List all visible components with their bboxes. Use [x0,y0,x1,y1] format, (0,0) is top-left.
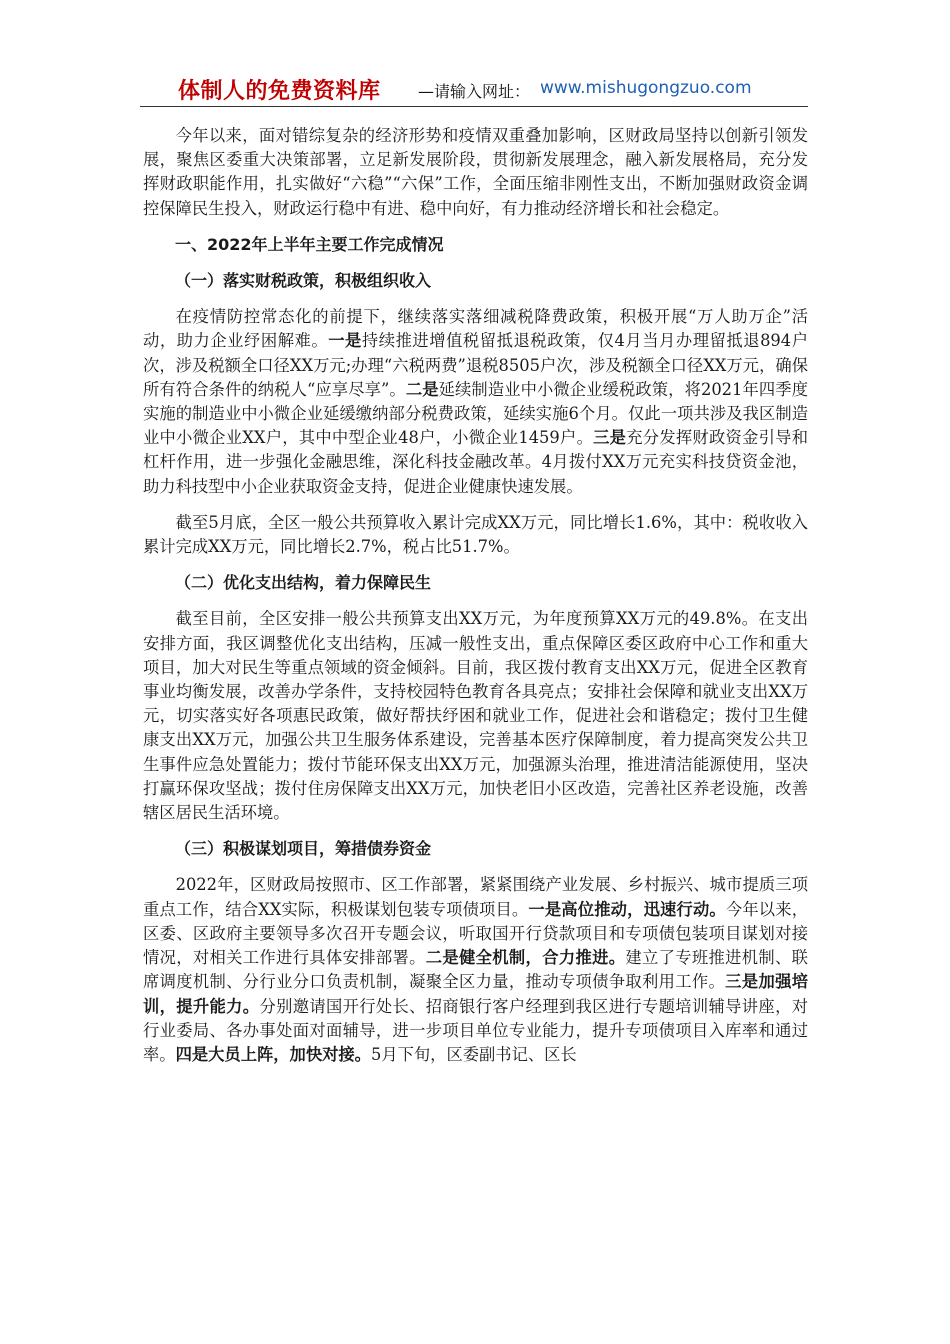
text-span: 今年以来，区委、区政府主要领导多次召开专题会议，听取国开行贷款项目和专项债包装项目谋划对接情况，对相关工作进行具体安排部署。 [143,899,808,968]
document-body [143,124,808,1067]
header-url-link[interactable]: www.mishugongzuo.com [540,78,752,98]
text-span: 2022年，区财政局按照市、区工作部署，紧紧围绕产业发展、乡村振兴、城市提质三项重点工作，结合XX实际，积极谋划包装专项债项目。 [143,875,808,919]
bold-lead: 四是大员上阵，加快对接。 [175,1044,371,1064]
paragraph-revenue: 截至5月底，全区一般公共预算收入累计完成XX万元，同比增长1.6%，其中：税收收入累计完成XX万元，同比增长2.7%，税占比51.7%。 [143,512,808,557]
text-span: 持续推进增值税留抵退税政策，仅4月当月办理留抵退894户次，涉及税额全口径XX万元;办理“六税两费”退税8505户次，涉及税额全口径XX万元，确保所有符合条件的纳税人“应享尽享”。 [143,331,808,399]
page-header [140,72,808,107]
subsection-heading-2: （二）优化支出结构，着力保障民生 [175,573,432,593]
bold-lead: 二是健全机制，合力推进。 [425,948,626,968]
paragraph-bond-projects [143,873,808,1067]
paragraph-expenditure: 截至目前，全区安排一般公共预算支出XX万元，为年度预算XX万元的49.8%。在支出安排方面，我区调整优化支出结构，压减一般性支出，重点保障区委区政府中心工作和重大项目，加大对民生等重点领域的资金倾斜。目前，我区拨付教育支出XX万元，促进全区教育事业均衡发展，改善办学条件，支持校园特色教育各具亮点；安排社会保障和就业支出XX万元，切实落实好各项惠民政策，做好帮扶纾困和就业工作，促进社会和谐稳定；拨付卫生健康支出XX万元，加强公共卫生服务体系建设，完善基本医疗保障制度，着力提高突发公共卫生事件应急处置能力；拨付节能环保支出XX万元，加强源头治理，推进清洁能源使用，坚决打赢环保攻坚战；拨付住房保障支出XX万元，加快老旧小区改造，完善社区养老设施，改善辖区居民生活环境。 [143,609,808,823]
bold-lead: 一是高位推动，迅速行动。 [528,899,726,919]
subsection-heading-3: （三）积极谋划项目，筹措债券资金 [175,839,432,859]
text-span: 在疫情防控常态化的前提下，继续落实落细减税降费政策，积极开展“万人助万企”活动，助力企业纾困解难。 [143,307,808,351]
intro-paragraph: 今年以来，面对错综复杂的经济形势和疫情双重叠加影响，区财政局坚持以创新引领发展，聚焦区委重大决策部署，立足新发展阶段，贯彻新发展理念，融入新发展格局，充分发挥财政职能作用，扎实做好“六稳”“六保”工作，全面压缩非刚性支出，不断加强财政资金调控保障民生投入，财政运行稳中有进、稳中向好，有力推动经济增长和社会稳定。 [143,126,808,218]
text-span: 分别邀请国开行处长、招商银行客户经理到我区进行专题培训辅导讲座，对行业委局、各办事处面对面辅导，进一步项目单位专业能力，提升专项债项目入库率和通过率。 [143,996,808,1064]
header-title: 体制人的免费资料库 [178,79,381,104]
bold-lead: 二是 [405,379,439,399]
text-span: 5月下旬，区委副书记、区长 [370,1044,577,1064]
bold-lead: 一是 [328,331,362,351]
bold-lead: 三是加强培训，提升能力。 [143,972,808,1016]
section-heading-1: 一、2022年上半年主要工作完成情况 [175,234,444,254]
paragraph-tax-policy [143,305,808,499]
subsection-heading-1: （一）落实财税政策，积极组织收入 [175,271,432,291]
bold-lead: 三是 [593,428,627,448]
text-span: 延续制造业中小微企业缓税政策，将2021年四季度实施的制造业中小微企业延缓缴纳部分税费政策，延续实施6个月。仅此一项共涉及我区制造业中小微企业XX户，其中中型企业48户，小微企业1459户。 [143,379,808,448]
header-prompt: —请输入网址： [418,82,531,101]
text-span: 建立了专班推进机制、联席调度机制、分行业分口负责机制，凝聚全区力量，推动专项债争取利用工作。 [143,948,808,992]
text-span: 充分发挥财政资金引导和杠杆作用，进一步强化金融思维，深化科技金融改革。4月拨付XX万元充实科技贷资金池，助力科技型中小企业获取资金支持，促进企业健康快速发展。 [143,428,808,496]
